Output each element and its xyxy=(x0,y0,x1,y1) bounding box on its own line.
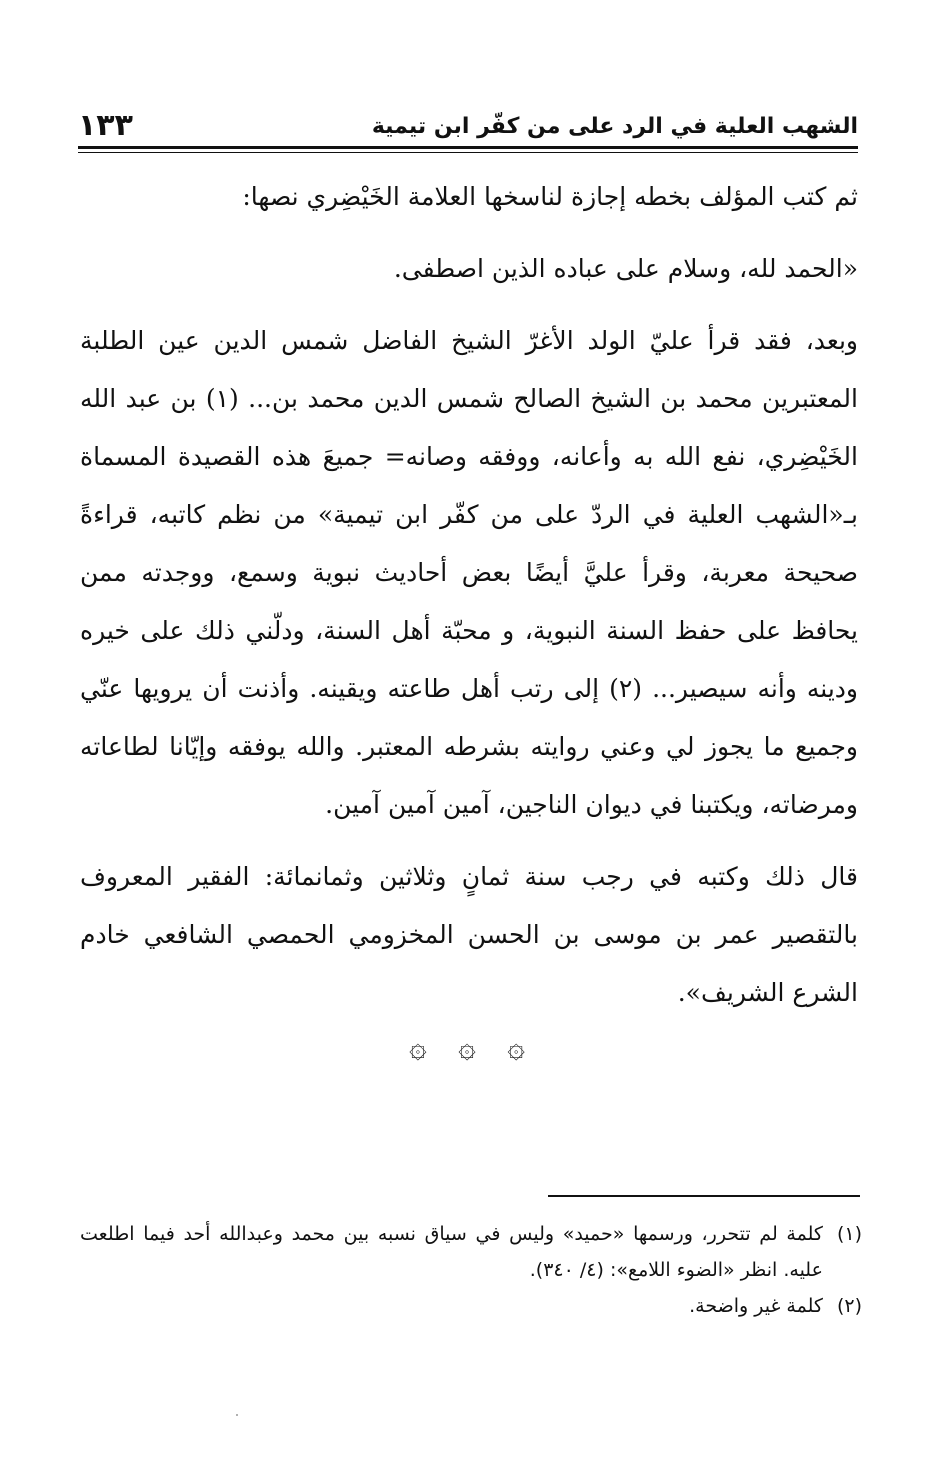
header-rule-thick xyxy=(78,146,858,149)
page-header xyxy=(78,108,858,146)
footnote-1 xyxy=(80,1216,862,1288)
ornament-icon: ۞ xyxy=(409,1030,427,1065)
footnote-text: كلمة لم تتحرر، ورسمها «حميد» وليس في سياق نسبه بين محمد وعبدالله أحد فيما اطلعت عليه. انظر «الضوء اللامع»: (٤/ ٣٤٠). xyxy=(80,1223,823,1281)
paragraph-intro: ثم كتب المؤلف بخطه إجازة لناسخها العلامة الخَيْضِري نصها: xyxy=(242,182,858,211)
running-title: الشهب العلية في الرد على من كفّر ابن تيمية xyxy=(371,114,858,139)
scan-speck xyxy=(236,1414,238,1416)
footnotes xyxy=(80,1216,862,1324)
footnote-2 xyxy=(80,1288,862,1324)
footnote-separator xyxy=(548,1195,860,1197)
header-rule-thin xyxy=(78,152,858,153)
section-ornaments xyxy=(0,1030,934,1065)
main-text xyxy=(80,168,858,1022)
paragraph-opening: «الحمد لله، وسلام على عباده الذين اصطفى. xyxy=(393,254,858,283)
paragraph-ijazah: وبعد، فقد قرأ عليّ الولد الأغرّ الشيخ الفاضل شمس الدين عين الطلبة المعتبرين محمد بن الشيخ الصالح شمس الدين محمد بن... (١) بن عبد الله الخَيْضِري، نفع الله به وأعانه، ووفقه وصانه= جميعَ هذه القصيدة المسماة بـ«الشهب العلية في الردّ على من كفّر ابن تيمية» من نظم كاتبه، قراءةً صحيحة معربة، وقرأ عليَّ أيضًا بعض أحاديث نبوية وسمع، ووجدته ممن يحافظ على حفظ السنة النبوية، و محبّة أهل السنة، ودلّني ذلك على خيره ودينه وأنه سيصير... (٢) إلى رتب أهل طاعته ويقينه. وأذنت أن يرويها عنّي وجميع ما يجوز لي وعني روايته بشرطه المعتبر. والله يوفقه وإيّانا لطاعاته ومرضاته، ويكتبنا في ديوان الناجين، آمين آمين آمين. xyxy=(80,326,858,819)
footnote-text: كلمة غير واضحة. xyxy=(689,1295,823,1317)
footnote-number: (١) xyxy=(836,1223,862,1245)
ornament-icon: ۞ xyxy=(458,1030,476,1065)
footnote-number: (٢) xyxy=(836,1295,862,1317)
page-number: ١٣٣ xyxy=(78,108,133,143)
ornament-icon: ۞ xyxy=(507,1030,525,1065)
paragraph-colophon: قال ذلك وكتبه في رجب سنة ثمانٍ وثلاثين وثمانمائة: الفقير المعروف بالتقصير عمر بن موسى بن الحسن المخزومي الحمصي الشافعي خادم الشرع الشريف». xyxy=(80,862,858,1007)
